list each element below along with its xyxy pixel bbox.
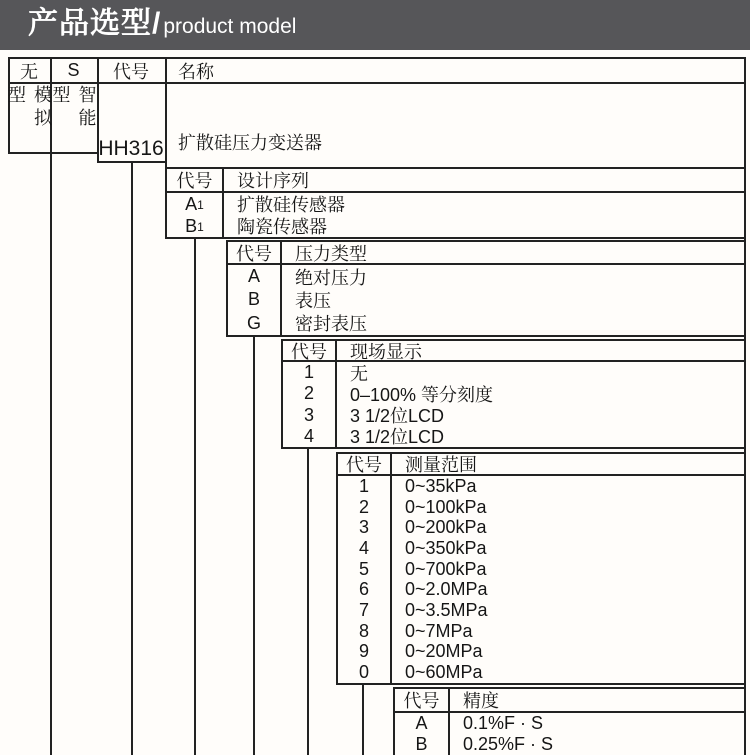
label-cell: 0~350kPa [405,537,487,558]
pressure-type-header [228,242,744,265]
table-row [338,642,744,663]
table-right-border [744,57,746,755]
table-row [338,579,744,600]
header-cell-name: 名称 [178,61,214,82]
accuracy-table [393,687,744,755]
code-header-cell: 代号 [167,169,224,191]
code-cell: A [395,713,450,734]
code-header-cell: 代号 [395,689,450,711]
accuracy-header [395,689,744,713]
code-cell: 8 [338,621,392,642]
code-cell: A [228,265,282,288]
table-row [228,312,744,335]
code-cell: B [395,734,450,755]
table-row [167,215,744,237]
code-header-cell: 代号 [338,454,392,474]
code-cell: B [228,288,282,311]
drop-line-model-code [131,161,133,755]
page-title-en: product model [163,15,297,38]
code-cell: 4 [338,538,392,559]
header-cell-none: 无 [20,61,38,82]
label-cell: 0~60MPa [405,662,483,683]
design-series-table [165,167,744,239]
label-cell: 陶瓷传感器 [237,217,327,237]
label-cell: 无 [350,363,368,384]
table-row [338,476,744,497]
label-cell: 密封表压 [295,314,367,335]
table-row [283,426,744,447]
table-row [338,621,744,642]
label-cell: 0~20MPa [405,641,483,662]
label-cell: 0~7MPa [405,620,473,641]
label-cell: 3 1/2位LCD [350,406,445,427]
design-series-header [167,169,744,193]
drop-line-pressure-type [253,336,255,755]
label-cell: 0–100% 等分刻度 [350,384,494,405]
code-subscript: 1 [197,220,204,234]
code-cell: 4 [283,426,337,447]
label-cell: 0~3.5MPa [405,599,488,620]
code-cell: 3 [283,405,337,426]
label-cell: 3 1/2位LCD [350,427,445,448]
header-cell-s: S [67,60,80,80]
code-text: B [185,215,198,236]
drop-line-design-series [194,238,196,755]
code-cell: 7 [338,600,392,621]
table-row [395,734,744,755]
table-row [338,538,744,559]
cell-smart-type [50,85,97,151]
label-cell: 0~35kPa [405,475,477,496]
code-text: A [185,193,198,214]
col-border-none-s [50,57,52,755]
table-row [338,497,744,518]
measure-range-table [336,452,744,685]
cell-model-name: 扩散硅压力变送器 [178,133,322,153]
code-cell: 2 [283,383,337,404]
code-subscript: 1 [197,198,204,212]
code-cell: G [228,312,282,335]
page-title-zh: 产品选型/ [28,7,162,40]
page-header [0,0,750,50]
section-title: 设计序列 [237,171,309,191]
code-cell: 9 [338,642,392,663]
section-title: 精度 [463,691,499,711]
label-cell: 0~700kPa [405,558,487,579]
label-cell: 0~200kPa [405,517,487,538]
type-cells-bottom-border [8,152,99,154]
code-cell: 1 [283,362,337,383]
section-title: 压力类型 [295,243,367,264]
table-row [338,662,744,683]
code-cell: 2 [338,497,392,518]
code-cell: 5 [338,559,392,580]
field-display-table [281,339,744,449]
table-row [228,265,744,288]
code-cell: 1 [338,476,392,497]
pressure-type-table [226,240,744,337]
table-row [338,600,744,621]
label-cell: 0.1%F · S [463,713,544,733]
smart-type-text: 智能型 [50,85,97,131]
code-cell [167,215,224,237]
table-row [338,517,744,538]
code-cell [167,193,224,215]
code-cell: 6 [338,579,392,600]
code-header-cell: 代号 [283,341,337,360]
header-cell-code: 代号 [113,61,149,82]
table-row [228,288,744,311]
drop-line-field-display [307,448,309,755]
table-row [338,559,744,580]
label-cell: 0.25%F · S [463,734,554,754]
table-row [167,193,744,215]
code-cell: 0 [338,662,392,683]
table-row [395,713,744,734]
section-title: 现场显示 [350,341,422,362]
label-cell: 0~100kPa [405,496,487,517]
drop-line-measure-range [362,684,364,755]
label-cell: 绝对压力 [295,267,367,288]
cell-model-code: HH316 [98,136,164,160]
label-cell: 0~2.0MPa [405,579,488,600]
label-cell: 扩散硅传感器 [237,195,345,215]
analog-type-text: 模拟型 [6,85,52,131]
measure-range-header [338,454,744,476]
code-cell: 3 [338,517,392,538]
cell-analog-type [8,85,50,151]
section-title: 测量范围 [405,455,477,475]
label-cell: 表压 [295,290,331,311]
code-header-cell: 代号 [228,242,282,263]
